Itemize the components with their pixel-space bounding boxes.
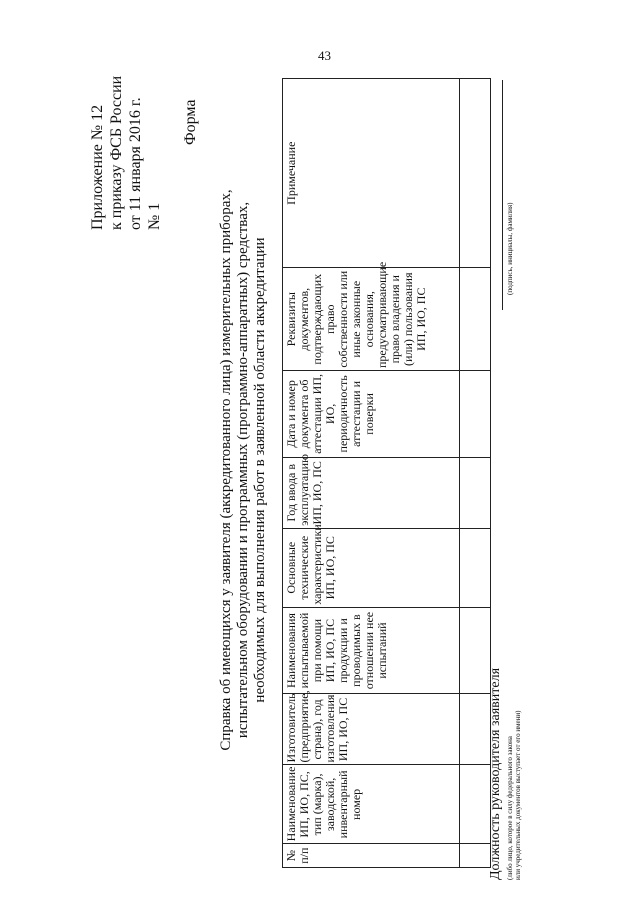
- table-cell: [460, 528, 491, 607]
- column-header-number: № п/п: [283, 844, 460, 868]
- annex-line: № 1: [146, 202, 163, 230]
- title-line: испытательном оборудовании и программных (программно-аппаратных) средствах,: [235, 201, 251, 739]
- table-cell: [460, 371, 491, 458]
- table-cell: [460, 844, 491, 868]
- note-line: (либо лицо, которое в силу федерального закона: [506, 736, 514, 880]
- table-cell: [460, 268, 491, 371]
- note-line: или учредительных документов выступает от его имени): [514, 710, 522, 880]
- title-line: необходимых для выполнения работ в заявленной области аккредитации: [252, 237, 268, 703]
- position-note: [506, 711, 522, 880]
- rotated-form-sheet: [70, 60, 550, 880]
- signature-hint: (подпись, инициалы, фамилия): [506, 202, 514, 295]
- column-header-manufacturer: Изготовитель (предприятие, страна), год изготовления ИП, ИО, ПС: [283, 694, 460, 765]
- column-header-tested-products: Наименования испытываемой при помощи ИП, ИО, ПС продукции и проводимых в отношении нее испытаний: [283, 607, 460, 694]
- table-cell: [460, 765, 491, 844]
- column-header-characteristics: Основные технические характеристики ИП, ИО, ПС: [283, 528, 460, 607]
- annex-line: Приложение № 12: [89, 104, 106, 230]
- signature-line: [502, 80, 503, 310]
- page-number: 43: [318, 48, 331, 63]
- table-row: [460, 79, 491, 868]
- table-cell: [460, 457, 491, 528]
- annex-line: к приказу ФСБ России: [108, 75, 125, 230]
- annex-block: [88, 76, 164, 230]
- equipment-table: [282, 78, 491, 868]
- signature-footer: [488, 60, 548, 880]
- annex-line: от 11 января 2016 г.: [127, 97, 144, 230]
- column-header-ownership-documents: Реквизиты документов, подтверждающих право собственности или иные законные основания, предусматривающие право владения и (или) пользования ИП, ИО, ПС: [283, 268, 460, 371]
- column-header-attestation: Дата и номер документа об аттестации ИП, ИО, периодичность аттестации и поверки: [283, 371, 460, 458]
- table-cell: [460, 79, 491, 268]
- column-header-note: Примечание: [283, 79, 460, 268]
- form-label: Форма: [182, 99, 199, 145]
- table-cell: [460, 694, 491, 765]
- column-header-commissioning-year: Год ввода в эксплуатацию ИП, ИО, ПС: [283, 457, 460, 528]
- column-header-name: Наименование ИП, ИО, ПС, тип (марка), заводской, инвентарный номер: [283, 765, 460, 844]
- table-cell: [460, 607, 491, 694]
- document-title: [218, 80, 269, 860]
- position-label: Должность руководителя заявителя: [488, 667, 503, 880]
- table-header-row: [283, 79, 460, 868]
- title-line: Справка об имеющихся у заявителя (аккредитованного лица) измерительных приборах,: [218, 189, 234, 751]
